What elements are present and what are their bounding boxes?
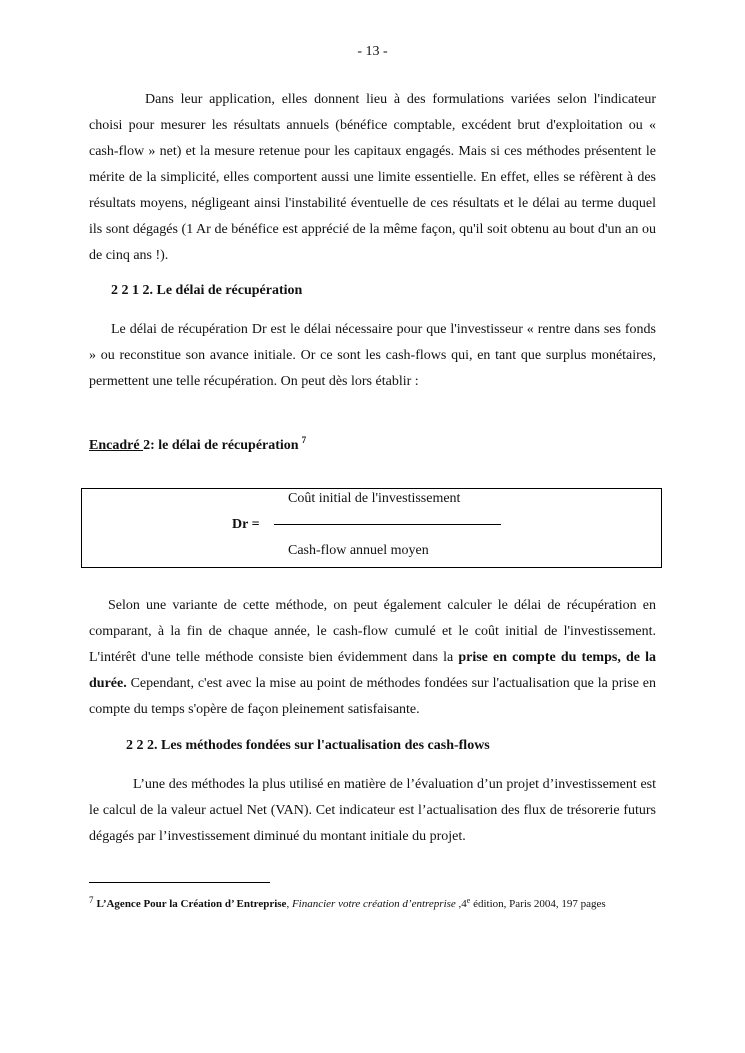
paragraph-variant-text2: Cependant, c'est avec la mise au point de méthodes fondées sur l'actualisation que la prise en compte du temps s'opère de façon pleinement satisfaisante. bbox=[89, 676, 656, 717]
box-title-underlined: Encadré bbox=[89, 438, 144, 453]
footnote bbox=[89, 889, 669, 915]
paragraph-van: L’une des méthodes la plus utilisé en matière de l’évaluation d’un projet d’investissement est le calcul de la valeur actuel Net (VAN). Cet indicateur est l’actualisation des flux de trésorerie futurs dégagés par l’investissement diminué du montant initiale du projet. bbox=[89, 777, 656, 844]
footnote-reference: 7 bbox=[301, 435, 307, 445]
footnote-title: Financier votre création d’entreprise bbox=[291, 898, 456, 910]
page-number: - 13 - bbox=[357, 44, 388, 59]
footnote-edition-sup: e bbox=[466, 896, 471, 905]
paragraph-variant-bold: prise en compte du temps, de la durée. bbox=[89, 650, 657, 691]
section-heading-recovery-period: 2 2 1 2. Le délai de récupération bbox=[111, 283, 303, 298]
paragraph-variant-text1: Selon une variante de cette méthode, on peut également calculer le délai de récupération en comparant, à la fin de chaque année, le cash-flow cumulé et le coût initial de l'investissement. L'intérêt d'une telle méthode consiste bien évidemment dans la bbox=[89, 598, 656, 665]
paragraph-methods-limits: Dans leur application, elles donnent lieu à des formulations variées selon l'indicateur choisi pour mesurer les résultats annuels (bénéfice comptable, excédent brut d'exploitation ou « cash-flow » net) et la mesure retenue pour les capitaux engagés. Mais si ces méthodes présentent le mérite de la simplicité, elles comportent aussi une limite essentielle. En effet, elles se réfèrent à des résultats moyens, négligeant ainsi l'instabilité éventuelle de ces résultats et le délai au terme duquel ils sont dégagés (1 Ar de bénéfice est apprécié de la même façon, qu'il soit obtenu au bout d'un an ou de cinq ans !). bbox=[89, 92, 656, 263]
box-title-text: 2: le délai de récupération bbox=[143, 438, 299, 453]
formula-dr-label: Dr = bbox=[232, 517, 260, 532]
paragraph-variant-method bbox=[89, 593, 656, 723]
box-title bbox=[89, 435, 306, 454]
fraction-bar bbox=[274, 524, 501, 525]
paragraph-recovery-definition: Le délai de récupération Dr est le délai nécessaire pour que l'investisseur « rentre dans ses fonds » ou reconstitue son avance initiale. Or ce sont les cash-flows qui, en tant que surplus monétaires, permettent une telle récupération. On peut dès lors établir : bbox=[89, 322, 656, 389]
footnote-separator bbox=[89, 882, 270, 883]
footnote-author: L’Agence Pour la Création d’ Entreprise bbox=[96, 898, 287, 910]
formula-numerator: Coût initial de l'investissement bbox=[288, 491, 461, 506]
formula-denominator: Cash-flow annuel moyen bbox=[288, 543, 429, 558]
section-heading-discounting-methods: 2 2 2. Les méthodes fondées sur l'actualisation des cash-flows bbox=[126, 738, 490, 753]
footnote-rest: édition, Paris 2004, 197 pages bbox=[470, 898, 606, 910]
formula-box bbox=[81, 488, 662, 568]
footnote-sep: , bbox=[286, 898, 292, 910]
footnote-edition-pre: ,4 bbox=[455, 898, 467, 910]
footnote-number: 7 bbox=[89, 895, 94, 905]
